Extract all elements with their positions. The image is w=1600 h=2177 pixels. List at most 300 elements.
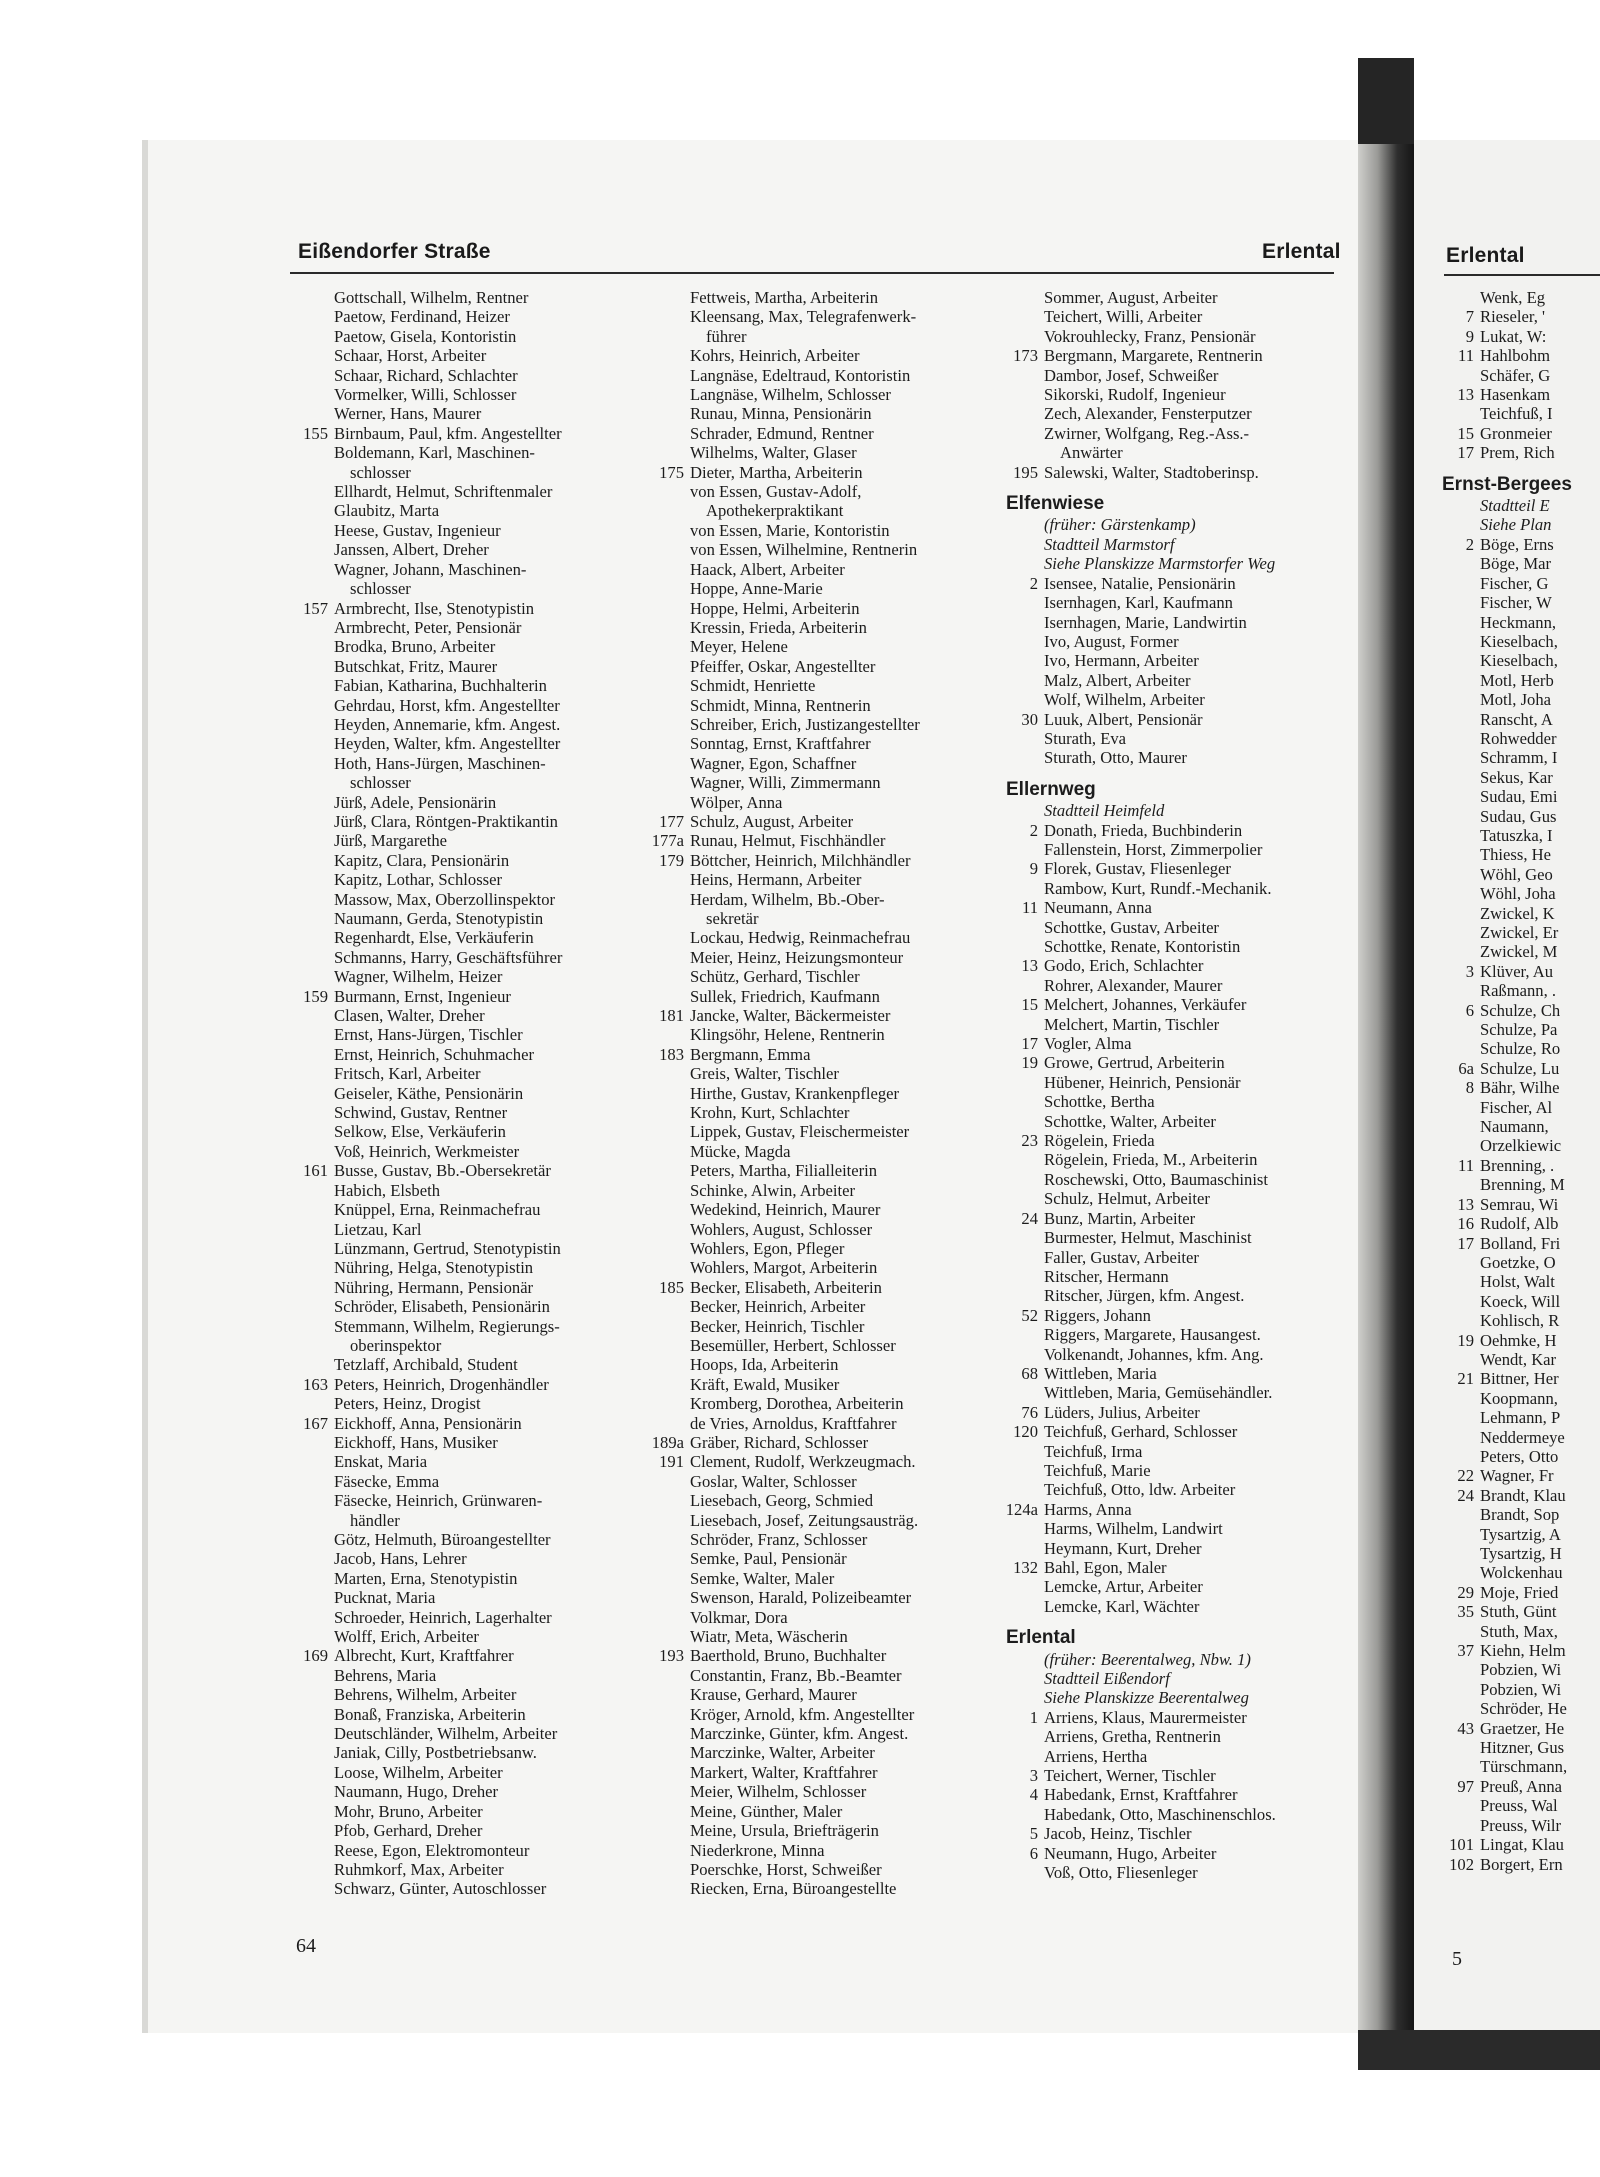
- resident-text: Bonaß, Franziska, Arbeiterin: [334, 1704, 526, 1724]
- resident-text: Wolff, Erich, Arbeiter: [334, 1627, 479, 1647]
- resident-text: Becker, Heinrich, Tischler: [690, 1316, 865, 1336]
- resident-text: Clement, Rudolf, Werkzeugmach.: [690, 1452, 916, 1472]
- directory-entry: [1004, 1422, 1356, 1441]
- house-number: 155: [303, 423, 328, 443]
- resident-text: von Essen, Wilhelmine, Rentnerin: [690, 540, 918, 560]
- directory-entry: [1440, 1292, 1600, 1311]
- directory-entry: [1440, 1428, 1600, 1447]
- resident-text: Preuss, Wal: [1480, 1796, 1558, 1816]
- directory-entry: [1004, 1364, 1356, 1383]
- directory-entry: [294, 1084, 634, 1103]
- house-number: 185: [659, 1277, 684, 1297]
- street-heading: Erlental: [1006, 1627, 1076, 1649]
- directory-entry: [294, 346, 634, 365]
- resident-text: Hoth, Hans-Jürgen, Maschinen-: [334, 753, 546, 773]
- directory-entry: [1004, 651, 1356, 670]
- directory-entry: [1004, 463, 1356, 482]
- resident-text: Neumann, Hugo, Arbeiter: [1044, 1843, 1217, 1863]
- directory-entry: [1004, 1267, 1356, 1286]
- resident-text: Godo, Erich, Schlachter: [1044, 956, 1204, 976]
- resident-text: Burmester, Helmut, Maschinist: [1044, 1228, 1252, 1248]
- resident-text: Ranscht, A: [1480, 709, 1553, 729]
- directory-entry: [294, 1627, 634, 1646]
- resident-text: Oehmke, H: [1480, 1330, 1557, 1350]
- resident-text: Kiehn, Helm: [1480, 1641, 1566, 1661]
- directory-entry: [650, 307, 1000, 326]
- resident-text: Wagner, Johann, Maschinen-: [334, 559, 527, 579]
- directory-entry: [650, 987, 1000, 1006]
- resident-text: Kapitz, Lothar, Schlosser: [334, 870, 502, 890]
- house-number: 52: [1021, 1305, 1038, 1325]
- resident-text: Poerschke, Horst, Schweißer: [690, 1859, 882, 1879]
- directory-entry: [294, 618, 634, 637]
- resident-text: Neumann, Anna: [1044, 898, 1152, 918]
- resident-text: Wagner, Egon, Schaffner: [690, 753, 857, 773]
- resident-text: Schottke, Gustav, Arbeiter: [1044, 917, 1219, 937]
- resident-text: Schulz, August, Arbeiter: [690, 811, 854, 831]
- resident-text: Mohr, Bruno, Arbeiter: [334, 1801, 483, 1821]
- directory-entry: [650, 1743, 1000, 1762]
- resident-text: Apothekerpraktikant: [706, 501, 844, 521]
- house-number: 193: [659, 1646, 684, 1666]
- house-number: 11: [1022, 898, 1038, 918]
- resident-text: Rudolf, Alb: [1480, 1214, 1559, 1234]
- resident-text: Eickhoff, Hans, Musiker: [334, 1432, 498, 1452]
- resident-text: schlosser: [350, 462, 411, 482]
- resident-text: Birnbaum, Paul, kfm. Angestellter: [334, 423, 562, 443]
- directory-entry: [1004, 307, 1356, 326]
- resident-text: Lockau, Hedwig, Reinmachefrau: [690, 928, 911, 948]
- directory-entry: [1440, 1059, 1600, 1078]
- resident-text: Brenning, M: [1480, 1175, 1565, 1195]
- directory-entry: [1440, 1156, 1600, 1175]
- directory-entry: [1004, 346, 1356, 365]
- resident-text: Schinke, Alwin, Arbeiter: [690, 1180, 855, 1200]
- directory-entry: [294, 1239, 634, 1258]
- directory-entry: [1004, 1708, 1356, 1727]
- resident-text: Brandt, Sop: [1480, 1505, 1560, 1525]
- resident-text: Runau, Minna, Pensionärin: [690, 404, 872, 424]
- directory-entry: [1004, 937, 1356, 956]
- resident-text: Bittner, Her: [1480, 1369, 1559, 1389]
- directory-entry: [1440, 710, 1600, 729]
- resident-text: Raßmann, .: [1480, 981, 1557, 1001]
- directory-entry: [650, 637, 1000, 656]
- directory-entry: [1004, 1539, 1356, 1558]
- resident-text: Lemcke, Karl, Wächter: [1044, 1596, 1200, 1616]
- resident-text: Peters, Otto: [1480, 1446, 1559, 1466]
- directory-entry: [1440, 1583, 1600, 1602]
- resident-text: Zwickel, M: [1480, 942, 1558, 962]
- resident-text: Tetzlaff, Archibald, Student: [334, 1355, 518, 1375]
- directory-entry: [294, 948, 634, 967]
- resident-text: Ernst, Hans-Jürgen, Tischler: [334, 1025, 523, 1045]
- directory-entry: [294, 327, 634, 346]
- directory-entry: [1440, 787, 1600, 806]
- house-number: 5: [1029, 1824, 1038, 1844]
- directory-entry: [294, 1724, 634, 1743]
- directory-entry: [1004, 574, 1356, 593]
- directory-entry: [1440, 288, 1600, 307]
- resident-text: Schaar, Horst, Arbeiter: [334, 346, 487, 366]
- directory-entry: [650, 1278, 1000, 1297]
- directory-entry: [294, 851, 634, 870]
- directory-entry: [1440, 865, 1600, 884]
- directory-entry: [650, 948, 1000, 967]
- directory-entry: [294, 1705, 634, 1724]
- resident-text: Langnäse, Edeltraud, Kontoristin: [690, 365, 911, 385]
- resident-text: Meine, Günther, Maler: [690, 1801, 843, 1821]
- house-number: 15: [1021, 995, 1038, 1015]
- resident-text: Teichfuß, Irma: [1044, 1441, 1143, 1461]
- directory-entry: [294, 1103, 634, 1122]
- directory-entry: [1004, 1442, 1356, 1461]
- resident-text: Glaubitz, Marta: [334, 501, 440, 521]
- resident-text: Gehrdau, Horst, kfm. Angestellter: [334, 695, 560, 715]
- directory-entry: [1004, 613, 1356, 632]
- directory-entry: [1004, 729, 1356, 748]
- house-number: 13: [1021, 956, 1038, 976]
- resident-text: Semke, Walter, Maler: [690, 1568, 835, 1588]
- directory-entry: [294, 1530, 634, 1549]
- resident-text: Constantin, Franz, Bb.-Beamter: [690, 1665, 902, 1685]
- directory-entry: [650, 1258, 1000, 1277]
- resident-text: Busse, Gustav, Bb.-Obersekretär: [334, 1161, 551, 1181]
- house-number: 17: [1021, 1034, 1038, 1054]
- house-number: 3: [1029, 1766, 1038, 1786]
- directory-entry: [294, 1278, 634, 1297]
- directory-entry: [294, 1433, 634, 1452]
- directory-entry: [1440, 826, 1600, 845]
- street-note: Siehe Planskizze Beerentalweg: [1044, 1688, 1249, 1708]
- resident-text: Anwärter: [1060, 443, 1123, 463]
- resident-text: Preuss, Wilr: [1480, 1815, 1562, 1835]
- directory-entry: [650, 599, 1000, 618]
- resident-text: Paetow, Gisela, Kontoristin: [334, 326, 517, 346]
- resident-text: Wittleben, Maria, Gemüsehändler.: [1044, 1383, 1273, 1403]
- house-number: 11: [1458, 1155, 1474, 1175]
- directory-entry: [1440, 1738, 1600, 1757]
- directory-entry: [1440, 942, 1600, 961]
- directory-entry: [1004, 1577, 1356, 1596]
- resident-text: Hoppe, Anne-Marie: [690, 579, 823, 599]
- directory-entry: [1440, 962, 1600, 981]
- house-number: 102: [1449, 1854, 1474, 1874]
- directory-entry: [1004, 956, 1356, 975]
- directory-entry: [650, 1666, 1000, 1685]
- directory-entry: [650, 1375, 1000, 1394]
- resident-text: Marczinke, Walter, Arbeiter: [690, 1743, 875, 1763]
- resident-text: Schulze, Pa: [1480, 1020, 1558, 1040]
- directory-entry: [294, 463, 634, 482]
- resident-text: Salewski, Walter, Stadtoberinsp.: [1044, 462, 1259, 482]
- resident-text: Wölper, Anna: [690, 792, 783, 812]
- directory-entry: [650, 540, 1000, 559]
- resident-text: Behrens, Wilhelm, Arbeiter: [334, 1685, 517, 1705]
- directory-entry: [1004, 1519, 1356, 1538]
- house-number: 13: [1457, 385, 1474, 405]
- directory-entry: [1440, 1389, 1600, 1408]
- directory-entry: [1004, 1325, 1356, 1344]
- directory-entry: [1440, 1039, 1600, 1058]
- resident-text: Wohlers, August, Schlosser: [690, 1219, 873, 1239]
- directory-entry: [1440, 366, 1600, 385]
- resident-text: Pobzien, Wi: [1480, 1679, 1562, 1699]
- directory-entry: [1440, 1855, 1600, 1874]
- directory-entry: [294, 1666, 634, 1685]
- directory-entry: [294, 1452, 634, 1471]
- resident-text: Schottke, Bertha: [1044, 1092, 1155, 1112]
- resident-text: Jacob, Heinz, Tischler: [1044, 1824, 1192, 1844]
- house-number: 161: [303, 1161, 328, 1181]
- directory-entry: [294, 734, 634, 753]
- resident-text: Nühring, Helga, Stenotypistin: [334, 1258, 534, 1278]
- directory-entry: [1004, 1766, 1356, 1785]
- resident-text: Behrens, Maria: [334, 1665, 437, 1685]
- resident-text: Clasen, Walter, Dreher: [334, 1006, 485, 1026]
- resident-text: Werner, Hans, Maurer: [334, 404, 482, 424]
- resident-text: Krohn, Kurt, Schlachter: [690, 1103, 850, 1123]
- directory-entry: [294, 1045, 634, 1064]
- resident-text: Semrau, Wi: [1480, 1194, 1559, 1214]
- directory-entry: [294, 1064, 634, 1083]
- resident-text: Teichert, Willi, Arbeiter: [1044, 307, 1203, 327]
- directory-entry: [1004, 404, 1356, 423]
- resident-text: Brenning, .: [1480, 1155, 1555, 1175]
- directory-entry: [1440, 593, 1600, 612]
- resident-text: Meine, Ursula, Briefträgerin: [690, 1821, 879, 1841]
- resident-text: Klingsöhr, Helene, Rentnerin: [690, 1025, 885, 1045]
- directory-entry: [294, 1763, 634, 1782]
- directory-entry: [1440, 1602, 1600, 1621]
- resident-text: Pfob, Gerhard, Dreher: [334, 1821, 483, 1841]
- street-note: (früher: Gärstenkamp): [1044, 515, 1196, 535]
- resident-text: Sullek, Friedrich, Kaufmann: [690, 986, 880, 1006]
- resident-text: Luuk, Albert, Pensionär: [1044, 709, 1203, 729]
- resident-text: Hübener, Heinrich, Pensionär: [1044, 1072, 1241, 1092]
- house-number: 2: [1465, 534, 1474, 554]
- resident-text: Lehmann, P: [1480, 1408, 1561, 1428]
- resident-text: Ellhardt, Helmut, Schriftenmaler: [334, 482, 553, 502]
- directory-entry: [1004, 443, 1356, 462]
- directory-entry: [650, 1472, 1000, 1491]
- resident-text: Riecken, Erna, Büroangestellte: [690, 1879, 897, 1899]
- street-note: Siehe Plan: [1480, 515, 1552, 535]
- house-number: 189a: [651, 1432, 684, 1452]
- directory-entry: [650, 1627, 1000, 1646]
- directory-entry: [1440, 535, 1600, 554]
- resident-text: Ivo, August, Former: [1044, 631, 1179, 651]
- resident-text: Heins, Hermann, Arbeiter: [690, 870, 862, 890]
- resident-text: Fallenstein, Horst, Zimmerpolier: [1044, 839, 1263, 859]
- house-number: 19: [1457, 1330, 1474, 1350]
- directory-entry: [650, 754, 1000, 773]
- directory-entry: [294, 521, 634, 540]
- resident-text: Schröder, He: [1480, 1699, 1567, 1719]
- resident-text: Teichfuß, Gerhard, Schlosser: [1044, 1422, 1238, 1442]
- directory-entry: [650, 1860, 1000, 1879]
- directory-entry: [1004, 1461, 1356, 1480]
- resident-text: Harms, Anna: [1044, 1499, 1132, 1519]
- directory-entry: [1440, 1214, 1600, 1233]
- resident-text: Eickhoff, Anna, Pensionärin: [334, 1413, 522, 1433]
- house-number: 76: [1021, 1402, 1038, 1422]
- resident-text: Sonntag, Ernst, Kraftfahrer: [690, 734, 871, 754]
- house-number: 6: [1029, 1843, 1038, 1863]
- resident-text: Janiak, Cilly, Postbetriebsanw.: [334, 1743, 537, 1763]
- directory-entry: [650, 560, 1000, 579]
- directory-entry: [1440, 424, 1600, 443]
- house-number: 68: [1021, 1363, 1038, 1383]
- directory-entry: [294, 676, 634, 695]
- resident-text: Peters, Heinz, Drogist: [334, 1394, 481, 1414]
- house-number: 2: [1029, 573, 1038, 593]
- directory-entry: [650, 1181, 1000, 1200]
- directory-entry: [294, 1200, 634, 1219]
- directory-entry: [1440, 671, 1600, 690]
- resident-text: Hirthe, Gustav, Krankenpfleger: [690, 1083, 900, 1103]
- resident-text: händler: [350, 1510, 400, 1530]
- resident-text: Becker, Heinrich, Arbeiter: [690, 1297, 866, 1317]
- directory-entry: [1440, 1408, 1600, 1427]
- house-number: 29: [1457, 1582, 1474, 1602]
- resident-text: Roschewski, Otto, Baumaschinist: [1044, 1169, 1268, 1189]
- resident-text: Hoops, Ida, Arbeiterin: [690, 1355, 839, 1375]
- directory-entry: [1440, 1117, 1600, 1136]
- directory-entry: [1440, 651, 1600, 670]
- resident-text: Schaar, Richard, Schlachter: [334, 365, 518, 385]
- resident-text: Wolf, Wilhelm, Arbeiter: [1044, 690, 1205, 710]
- resident-text: Orzelkiewic: [1480, 1136, 1562, 1156]
- resident-text: Habedank, Otto, Maschinenschlos.: [1044, 1804, 1276, 1824]
- directory-entry: [650, 1685, 1000, 1704]
- directory-entry: [294, 1355, 634, 1374]
- directory-entry: [1440, 385, 1600, 404]
- directory-entry: [294, 987, 634, 1006]
- resident-text: Teichert, Werner, Tischler: [1044, 1766, 1216, 1786]
- directory-entry: [650, 1200, 1000, 1219]
- directory-entry: [650, 1414, 1000, 1433]
- directory-entry: [294, 1821, 634, 1840]
- resident-text: Schottke, Renate, Kontoristin: [1044, 937, 1241, 956]
- directory-entry: [650, 870, 1000, 889]
- directory-entry: [1004, 1248, 1356, 1267]
- directory-entry: [650, 327, 1000, 346]
- directory-entry: [294, 1860, 634, 1879]
- house-number: 101: [1449, 1835, 1474, 1855]
- house-number: 3: [1465, 961, 1474, 981]
- house-number: 35: [1457, 1602, 1474, 1622]
- house-number: 43: [1457, 1718, 1474, 1738]
- directory-entry: [294, 1220, 634, 1239]
- directory-entry: [294, 1549, 634, 1568]
- directory-entry: [1440, 574, 1600, 593]
- directory-entry: [1004, 918, 1356, 937]
- directory-entry: [1440, 1816, 1600, 1835]
- resident-text: Schulze, Ro: [1480, 1039, 1561, 1059]
- resident-text: Lünzmann, Gertrud, Stenotypistin: [334, 1238, 561, 1258]
- directory-entry: [650, 463, 1000, 482]
- resident-text: Heyden, Annemarie, kfm. Angest.: [334, 714, 561, 734]
- resident-text: Böge, Erns: [1480, 534, 1554, 554]
- directory-entry: [1004, 1228, 1356, 1247]
- directory-entry: [1004, 366, 1356, 385]
- directory-entry: [1440, 748, 1600, 767]
- directory-entry: [1004, 1306, 1356, 1325]
- resident-text: Florek, Gustav, Fliesenleger: [1044, 859, 1231, 879]
- directory-entry: [650, 909, 1000, 928]
- street-heading: Ernst-Bergees: [1442, 473, 1572, 495]
- resident-text: Brodka, Bruno, Arbeiter: [334, 637, 496, 657]
- house-number: 17: [1457, 1233, 1474, 1253]
- resident-text: Riggers, Johann: [1044, 1305, 1151, 1325]
- directory-entry: [1004, 879, 1356, 898]
- resident-text: Wöhl, Joha: [1480, 884, 1556, 904]
- directory-entry: [294, 812, 634, 831]
- directory-entry: [650, 346, 1000, 365]
- resident-text: Rieseler, ': [1480, 307, 1545, 327]
- directory-entry: [650, 366, 1000, 385]
- street-heading: Elfenwiese: [1006, 493, 1105, 515]
- directory-entry: [1440, 327, 1600, 346]
- directory-entry: [1004, 1500, 1356, 1519]
- resident-text: Wenk, Eg: [1480, 288, 1546, 307]
- directory-entry: [650, 793, 1000, 812]
- directory-entry: [294, 1181, 634, 1200]
- resident-text: Wagner, Willi, Zimmermann: [690, 773, 881, 793]
- resident-text: Wilhelms, Walter, Glaser: [690, 443, 857, 463]
- resident-text: Schmanns, Harry, Geschäftsführer: [334, 947, 563, 967]
- resident-text: schlosser: [350, 773, 411, 793]
- directory-entry: [294, 501, 634, 520]
- resident-text: Hasenkam: [1480, 385, 1551, 405]
- resident-text: Stemmann, Wilhelm, Regierungs-: [334, 1316, 560, 1336]
- resident-text: Vormelker, Willi, Schlosser: [334, 385, 517, 405]
- resident-text: Voß, Otto, Fliesenleger: [1044, 1863, 1198, 1883]
- house-number: 181: [659, 1006, 684, 1026]
- resident-text: Brandt, Klau: [1480, 1485, 1566, 1505]
- resident-text: Ritscher, Jürgen, kfm. Angest.: [1044, 1286, 1245, 1306]
- resident-text: Habedank, Ernst, Kraftfahrer: [1044, 1785, 1238, 1805]
- resident-text: Bolland, Fri: [1480, 1233, 1561, 1253]
- directory-entry: [1440, 1447, 1600, 1466]
- directory-entry: [650, 501, 1000, 520]
- house-number: 120: [1013, 1422, 1038, 1442]
- house-number: 8: [1465, 1078, 1474, 1098]
- directory-entry: [294, 637, 634, 656]
- directory-entry: [1004, 1597, 1356, 1616]
- directory-entry: [650, 928, 1000, 947]
- directory-entry: [294, 831, 634, 850]
- resident-text: Bunz, Martin, Arbeiter: [1044, 1208, 1196, 1228]
- resident-text: Schulze, Ch: [1480, 1000, 1561, 1020]
- header-rule: [290, 272, 1334, 274]
- resident-text: Heese, Gustav, Ingenieur: [334, 520, 501, 540]
- resident-text: Liesebach, Georg, Schmied: [690, 1491, 874, 1511]
- resident-text: Kieselbach,: [1480, 651, 1558, 671]
- directory-entry: [294, 424, 634, 443]
- directory-entry: [1440, 981, 1600, 1000]
- resident-text: Sommer, August, Arbeiter: [1044, 288, 1218, 307]
- directory-entry: [1004, 710, 1356, 729]
- directory-entry: [1440, 1660, 1600, 1679]
- directory-entry: [294, 1375, 634, 1394]
- resident-text: Meier, Heinz, Heizungsmonteur: [690, 947, 904, 967]
- directory-entry: [650, 1530, 1000, 1549]
- house-number: 159: [303, 986, 328, 1006]
- house-number: 179: [659, 850, 684, 870]
- resident-text: Habich, Elsbeth: [334, 1180, 440, 1200]
